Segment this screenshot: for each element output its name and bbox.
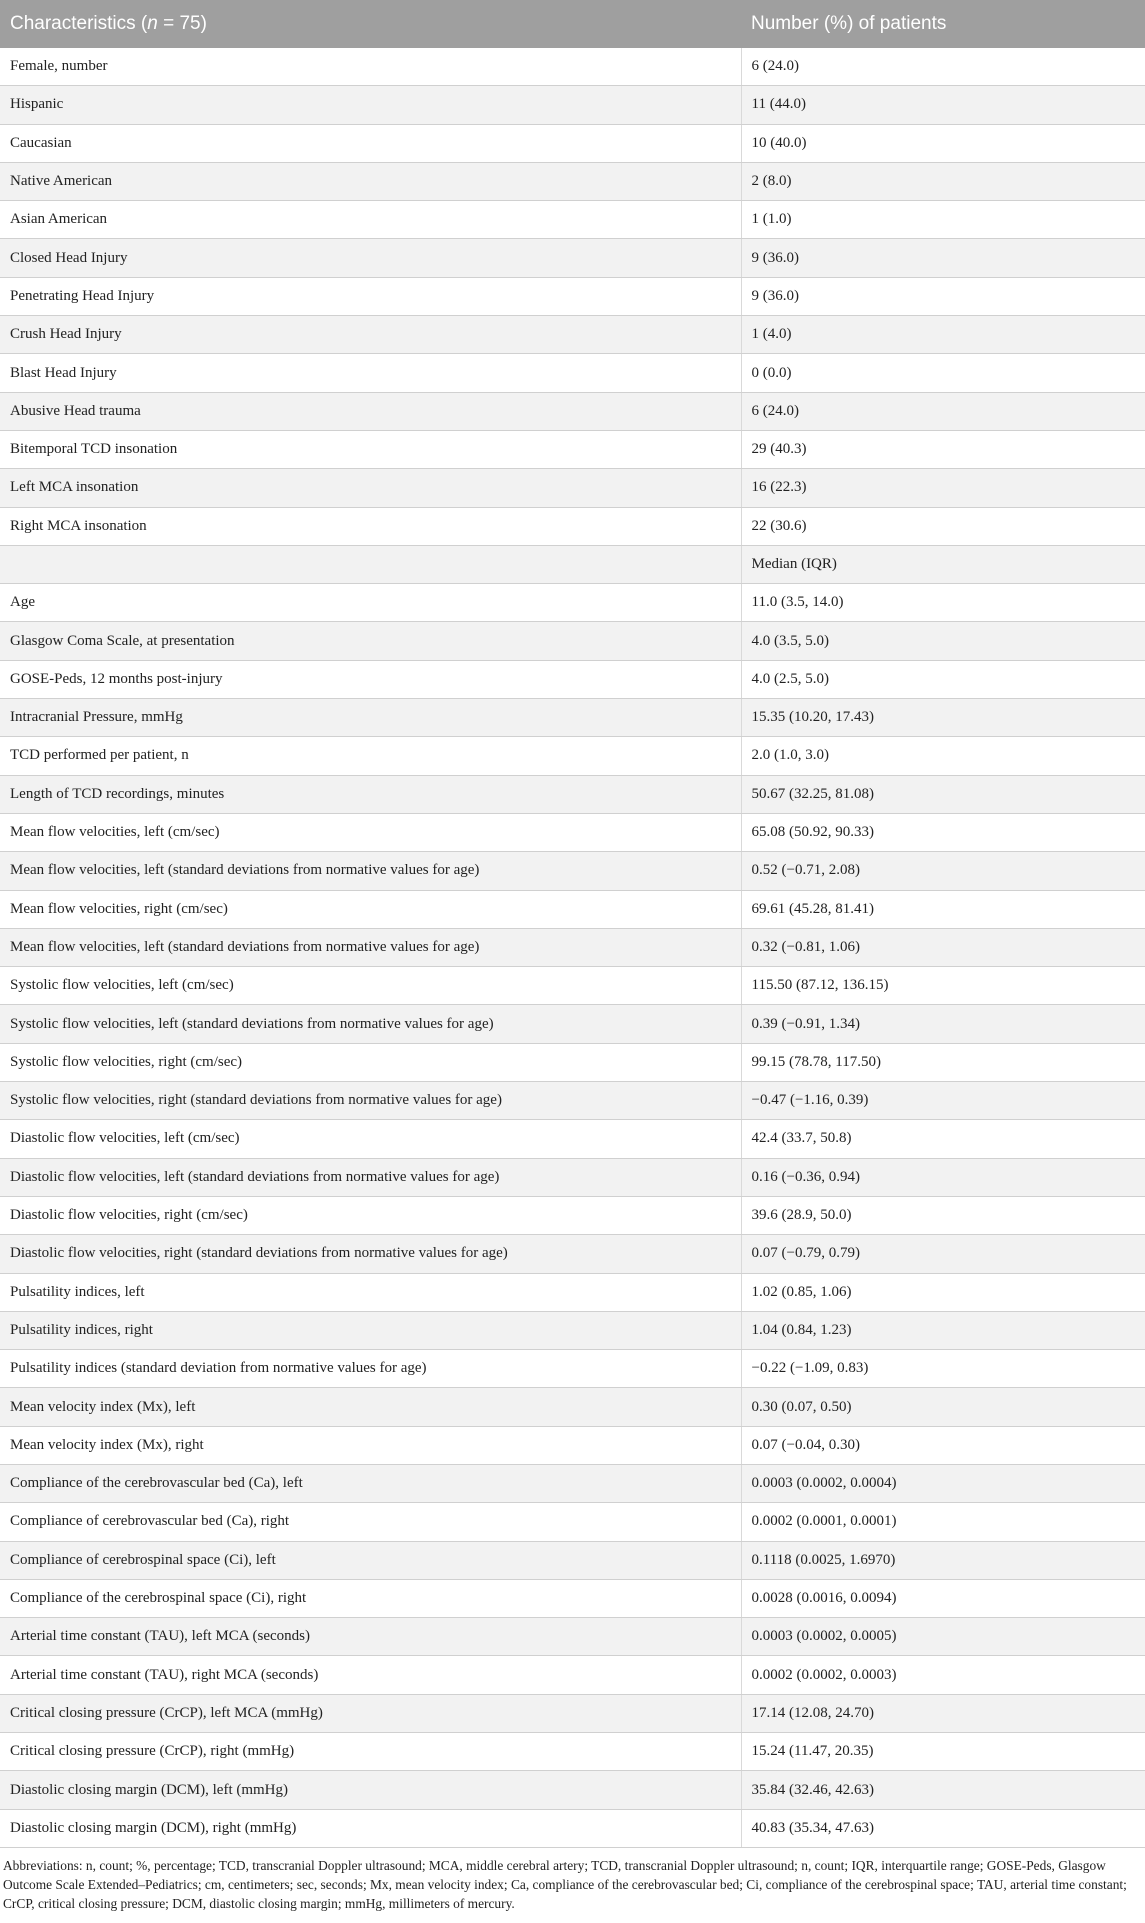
table-row (0, 622, 1145, 660)
characteristic-cell: Caucasian (0, 124, 741, 162)
characteristic-cell: Diastolic flow velocities, right (cm/sec) (0, 1196, 741, 1234)
characteristic-cell: Intracranial Pressure, mmHg (0, 699, 741, 737)
table-row (0, 354, 1145, 392)
table-row (0, 660, 1145, 698)
characteristic-cell: Native American (0, 162, 741, 200)
value-cell: 15.35 (10.20, 17.43) (741, 699, 1145, 737)
characteristic-cell (0, 545, 741, 583)
value-cell: 99.15 (78.78, 117.50) (741, 1043, 1145, 1081)
value-cell: 65.08 (50.92, 90.33) (741, 813, 1145, 851)
table-header-row (0, 0, 1145, 48)
characteristic-cell: Female, number (0, 48, 741, 86)
value-cell: 1 (1.0) (741, 201, 1145, 239)
table-row (0, 967, 1145, 1005)
abbreviations-footnote: Abbreviations: n, count; %, percentage; TCD, transcranial Doppler ultrasound; MCA, middle cerebral artery; TCD, transcranial Doppler ultrasound; n, count; IQR, interquartile range; GOSE-Peds, Glasgow Outcome Scale Extended–Pediatrics; cm, centimeters; sec, seconds; Mx, mean velocity index; Ca, compliance of the cerebrovascular bed; Ci, compliance of the cerebrospinal space; TAU, arterial time constant; CrCP, critical closing pressure; DCM, diastolic closing margin; mmHg, millimeters of mercury. (3, 1857, 1127, 1911)
table-row (0, 890, 1145, 928)
characteristic-cell: Diastolic flow velocities, left (cm/sec) (0, 1120, 741, 1158)
value-cell: 2.0 (1.0, 3.0) (741, 737, 1145, 775)
value-cell: 50.67 (32.25, 81.08) (741, 775, 1145, 813)
value-cell: 9 (36.0) (741, 277, 1145, 315)
table-row (0, 162, 1145, 200)
value-cell: 0.0003 (0.0002, 0.0005) (741, 1618, 1145, 1656)
value-cell: 6 (24.0) (741, 392, 1145, 430)
characteristic-cell: Mean velocity index (Mx), left (0, 1388, 741, 1426)
value-cell: 1.02 (0.85, 1.06) (741, 1273, 1145, 1311)
characteristic-cell: Pulsatility indices, left (0, 1273, 741, 1311)
value-cell: 0.52 (−0.71, 2.08) (741, 852, 1145, 890)
value-cell: 0.07 (−0.79, 0.79) (741, 1235, 1145, 1273)
characteristic-cell: Hispanic (0, 86, 741, 124)
characteristic-cell: Age (0, 584, 741, 622)
value-cell: 0.1118 (0.0025, 1.6970) (741, 1541, 1145, 1579)
table-row (0, 1579, 1145, 1617)
characteristic-cell: Mean flow velocities, right (cm/sec) (0, 890, 741, 928)
value-cell: 2 (8.0) (741, 162, 1145, 200)
table-row (0, 1771, 1145, 1809)
table-row (0, 813, 1145, 851)
characteristic-cell: Diastolic closing margin (DCM), left (mmHg) (0, 1771, 741, 1809)
table-row (0, 928, 1145, 966)
value-cell: 16 (22.3) (741, 469, 1145, 507)
value-cell: −0.47 (−1.16, 0.39) (741, 1082, 1145, 1120)
value-cell: 0.30 (0.07, 0.50) (741, 1388, 1145, 1426)
table-row (0, 584, 1145, 622)
characteristic-cell: Pulsatility indices (standard deviation from normative values for age) (0, 1350, 741, 1388)
value-cell: 10 (40.0) (741, 124, 1145, 162)
table-row (0, 1005, 1145, 1043)
value-cell: 17.14 (12.08, 24.70) (741, 1694, 1145, 1732)
characteristic-cell: GOSE-Peds, 12 months post-injury (0, 660, 741, 698)
value-cell: 4.0 (2.5, 5.0) (741, 660, 1145, 698)
table-row (0, 1082, 1145, 1120)
table-row (0, 699, 1145, 737)
characteristic-cell: Systolic flow velocities, right (standard deviations from normative values for age) (0, 1082, 741, 1120)
value-cell: 11 (44.0) (741, 86, 1145, 124)
value-cell: 29 (40.3) (741, 430, 1145, 468)
table-row (0, 316, 1145, 354)
characteristic-cell: Arterial time constant (TAU), left MCA (seconds) (0, 1618, 741, 1656)
value-cell: 42.4 (33.7, 50.8) (741, 1120, 1145, 1158)
characteristic-cell: Compliance of the cerebrospinal space (Ci), right (0, 1579, 741, 1617)
table-row (0, 1618, 1145, 1656)
header-number-percent: Number (%) of patients (741, 0, 1145, 48)
value-cell: Median (IQR) (741, 545, 1145, 583)
value-cell: −0.22 (−1.09, 0.83) (741, 1350, 1145, 1388)
table-row (0, 124, 1145, 162)
table-row (0, 507, 1145, 545)
characteristic-cell: Mean flow velocities, left (standard deviations from normative values for age) (0, 852, 741, 890)
table-row (0, 201, 1145, 239)
header-col1-n: n (147, 13, 158, 34)
value-cell: 0.39 (−0.91, 1.34) (741, 1005, 1145, 1043)
value-cell: 0 (0.0) (741, 354, 1145, 392)
table-row (0, 1541, 1145, 1579)
value-cell: 35.84 (32.46, 42.63) (741, 1771, 1145, 1809)
characteristic-cell: Diastolic flow velocities, right (standard deviations from normative values for age) (0, 1235, 741, 1273)
characteristic-cell: Systolic flow velocities, left (cm/sec) (0, 967, 741, 1005)
value-cell: 9 (36.0) (741, 239, 1145, 277)
table-row (0, 48, 1145, 86)
value-cell: 15.24 (11.47, 20.35) (741, 1733, 1145, 1771)
value-cell: 4.0 (3.5, 5.0) (741, 622, 1145, 660)
table-row (0, 1656, 1145, 1694)
characteristic-cell: TCD performed per patient, n (0, 737, 741, 775)
table-row (0, 1388, 1145, 1426)
characteristic-cell: Asian American (0, 201, 741, 239)
value-cell: 1 (4.0) (741, 316, 1145, 354)
characteristic-cell: Diastolic closing margin (DCM), right (mmHg) (0, 1809, 741, 1847)
table-body (0, 48, 1145, 1847)
characteristic-cell: Critical closing pressure (CrCP), right (mmHg) (0, 1733, 741, 1771)
table-row (0, 1311, 1145, 1349)
characteristic-cell: Arterial time constant (TAU), right MCA (seconds) (0, 1656, 741, 1694)
value-cell: 0.0028 (0.0016, 0.0094) (741, 1579, 1145, 1617)
characteristic-cell: Abusive Head trauma (0, 392, 741, 430)
value-cell: 22 (30.6) (741, 507, 1145, 545)
header-characteristics (0, 0, 741, 48)
characteristic-cell: Right MCA insonation (0, 507, 741, 545)
table-row (0, 737, 1145, 775)
value-cell: 0.32 (−0.81, 1.06) (741, 928, 1145, 966)
characteristic-cell: Pulsatility indices, right (0, 1311, 741, 1349)
characteristic-cell: Mean flow velocities, left (standard deviations from normative values for age) (0, 928, 741, 966)
table-row (0, 1273, 1145, 1311)
characteristic-cell: Systolic flow velocities, right (cm/sec) (0, 1043, 741, 1081)
header-col1-suffix: = 75) (157, 13, 207, 34)
table-row (0, 1350, 1145, 1388)
table-row (0, 775, 1145, 813)
value-cell: 40.83 (35.34, 47.63) (741, 1809, 1145, 1847)
characteristic-cell: Mean velocity index (Mx), right (0, 1426, 741, 1464)
characteristic-cell: Penetrating Head Injury (0, 277, 741, 315)
characteristic-cell: Compliance of cerebrospinal space (Ci), left (0, 1541, 741, 1579)
characteristic-cell: Bitemporal TCD insonation (0, 430, 741, 468)
value-cell: 1.04 (0.84, 1.23) (741, 1311, 1145, 1349)
value-cell: 6 (24.0) (741, 48, 1145, 86)
table-row (0, 1426, 1145, 1464)
table-row (0, 430, 1145, 468)
table-row (0, 545, 1145, 583)
table-row (0, 1809, 1145, 1847)
value-cell: 0.16 (−0.36, 0.94) (741, 1158, 1145, 1196)
value-cell: 69.61 (45.28, 81.41) (741, 890, 1145, 928)
characteristic-cell: Mean flow velocities, left (cm/sec) (0, 813, 741, 851)
table-row (0, 239, 1145, 277)
table-row (0, 277, 1145, 315)
characteristic-cell: Glasgow Coma Scale, at presentation (0, 622, 741, 660)
characteristic-cell: Closed Head Injury (0, 239, 741, 277)
table-row (0, 1464, 1145, 1502)
value-cell: 115.50 (87.12, 136.15) (741, 967, 1145, 1005)
characteristic-cell: Length of TCD recordings, minutes (0, 775, 741, 813)
value-cell: 0.0002 (0.0001, 0.0001) (741, 1503, 1145, 1541)
table-row (0, 1733, 1145, 1771)
table-row (0, 1503, 1145, 1541)
characteristic-cell: Crush Head Injury (0, 316, 741, 354)
characteristic-cell: Critical closing pressure (CrCP), left MCA (mmHg) (0, 1694, 741, 1732)
characteristic-cell: Compliance of cerebrovascular bed (Ca), right (0, 1503, 741, 1541)
header-col1-prefix: Characteristics ( (10, 13, 148, 34)
table-row (0, 1043, 1145, 1081)
value-cell: 39.6 (28.9, 50.0) (741, 1196, 1145, 1234)
value-cell: 0.0003 (0.0002, 0.0004) (741, 1464, 1145, 1502)
value-cell: 0.07 (−0.04, 0.30) (741, 1426, 1145, 1464)
value-cell: 0.0002 (0.0002, 0.0003) (741, 1656, 1145, 1694)
table-row (0, 1694, 1145, 1732)
table-row (0, 86, 1145, 124)
table-row (0, 1235, 1145, 1273)
characteristic-cell: Blast Head Injury (0, 354, 741, 392)
table-row (0, 469, 1145, 507)
table-row (0, 392, 1145, 430)
value-cell: 11.0 (3.5, 14.0) (741, 584, 1145, 622)
characteristic-cell: Compliance of the cerebrovascular bed (Ca), left (0, 1464, 741, 1502)
characteristic-cell: Diastolic flow velocities, left (standard deviations from normative values for age) (0, 1158, 741, 1196)
characteristic-cell: Systolic flow velocities, left (standard deviations from normative values for age) (0, 1005, 741, 1043)
table-row (0, 1158, 1145, 1196)
table-row (0, 852, 1145, 890)
table-row (0, 1196, 1145, 1234)
table-row (0, 1120, 1145, 1158)
characteristic-cell: Left MCA insonation (0, 469, 741, 507)
